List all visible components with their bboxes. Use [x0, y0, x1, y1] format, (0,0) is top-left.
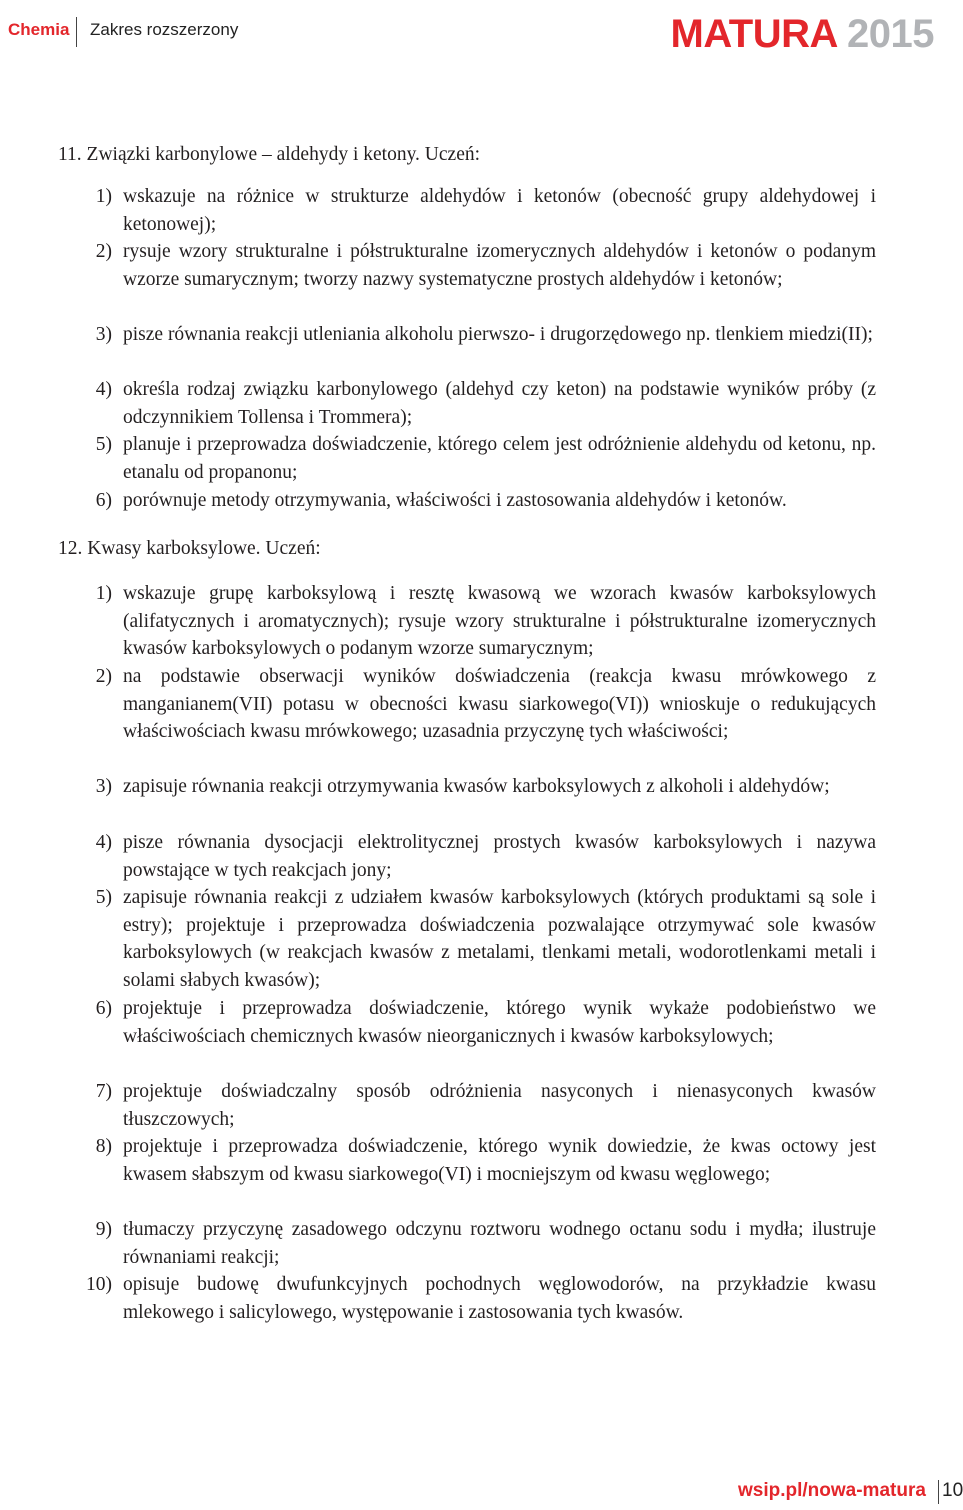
item-text: pisze równania dysocjacji elektrolitycznej prostych kwasów karboksylowych i nazywa powstające w tych reakcjach jony; [123, 832, 876, 881]
footer-divider [938, 1480, 939, 1504]
header-brand [671, 12, 934, 56]
header-subject: Chemia [8, 20, 70, 39]
item-number: 4) [95, 832, 112, 853]
item-text: projektuje i przeprowadza doświadczenie, którego wynik dowiedzie, że kwas octowy jest kwasem słabszym od kwasu siarkowego(VI) i mocniejszym od kwasu węglowego; [123, 1136, 876, 1185]
item-number: 5) [95, 887, 112, 908]
item-number: 9) [95, 1219, 112, 1240]
item-number: 1) [95, 186, 112, 207]
item-text: pisze równania reakcji utleniania alkoholu pierwszo- i drugorzędowego np. tlenkiem miedzi(II); [123, 324, 873, 345]
item-number: 3) [95, 776, 112, 797]
header-level: Zakres rozszerzony [90, 20, 239, 39]
item-number: 6) [95, 490, 112, 511]
item-number: 1) [95, 583, 112, 604]
item-number: 10) [86, 1274, 112, 1295]
item-text: zapisuje równania reakcji otrzymywania kwasów karboksylowych z alkoholi i aldehydów; [123, 776, 830, 797]
page-number: 10 [942, 1480, 963, 1501]
item-text: projektuje i przeprowadza doświadczenie, którego wynik wykaże podobieństwo we właściwościach chemicznych kwasów nieorganicznych i kwasów karboksylowych; [123, 998, 876, 1047]
item-number: 3) [95, 324, 112, 345]
item-number: 6) [95, 998, 112, 1019]
item-text: wskazuje na różnice w strukturze aldehydów i ketonów (obecność grupy aldehydowej i ketonowej); [123, 186, 876, 235]
page-header [0, 0, 960, 66]
item-number: 2) [95, 666, 112, 687]
footer-website-link[interactable]: wsip.pl/nowa-matura [738, 1480, 926, 1501]
item-text: wskazuje grupę karboksylową i resztę kwasową we wzorach kwasów karboksylowych (alifatycznych i aromatycznych); rysuje wzory strukturalne i półstrukturalne izomerycznych kwasów karboksylowych o podanym wzorze sumarycznym; [123, 583, 876, 660]
item-text: opisuje budowę dwufunkcyjnych pochodnych węglowodorów, na przykładzie kwasu mlekowego i salicylowego, występowanie i zastosowania tych kwasów. [123, 1274, 876, 1323]
item-text: projektuje doświadczalny sposób odróżnienia nasyconych i nienasyconych kwasów tłuszczowych; [123, 1081, 876, 1130]
item-number: 7) [95, 1081, 112, 1102]
header-divider [76, 17, 77, 47]
item-text: rysuje wzory strukturalne i półstrukturalne izomerycznych aldehydów i ketonów o podanym wzorze sumarycznym; tworzy nazwy systematyczne prostych aldehydów i ketonów; [123, 241, 876, 290]
item-number: 4) [95, 379, 112, 400]
section-title: 11. Związki karbonylowe – aldehydy i ketony. Uczeń: [58, 144, 481, 165]
item-text: planuje i przeprowadza doświadczenie, którego celem jest odróżnienie aldehydu od ketonu, np. etanalu od propanonu; [123, 434, 876, 483]
item-text: określa rodzaj związku karbonylowego (aldehyd czy keton) na podstawie wyników próby (z odczynnikiem Tollensa i Trommera); [123, 379, 876, 428]
item-text: tłumaczy przyczynę zasadowego odczynu roztworu wodnego octanu sodu i mydła; ilustruje równaniami reakcji; [123, 1219, 876, 1268]
brand-year: 2015 [847, 12, 934, 56]
item-number: 2) [95, 241, 112, 262]
item-number: 8) [95, 1136, 112, 1157]
item-text: zapisuje równania reakcji z udziałem kwasów karboksylowych (których produktami są sole i estry); projektuje i przeprowadza doświadczenia pozwalające otrzymywać sole kwasów karboksylowych (w reakcjach kwasów z metalami, tlenkami metali, wodorotlenkami metali i solami słabych kwasów); [123, 887, 876, 992]
section-title: 12. Kwasy karboksylowe. Uczeń: [58, 538, 321, 559]
item-text: na podstawie obserwacji wyników doświadczenia (reakcja kwasu mrówkowego z manganianem(VII) potasu w obecności kwasu siarkowego(VI)) wnioskuje o redukujących właściwościach kwasu mrówkowego; uzasadnia przyczynę tych właściwości; [123, 666, 876, 743]
item-number: 5) [95, 434, 112, 455]
brand-word: MATURA [670, 12, 837, 56]
item-text: porównuje metody otrzymywania, właściwości i zastosowania aldehydów i ketonów. [123, 490, 787, 511]
